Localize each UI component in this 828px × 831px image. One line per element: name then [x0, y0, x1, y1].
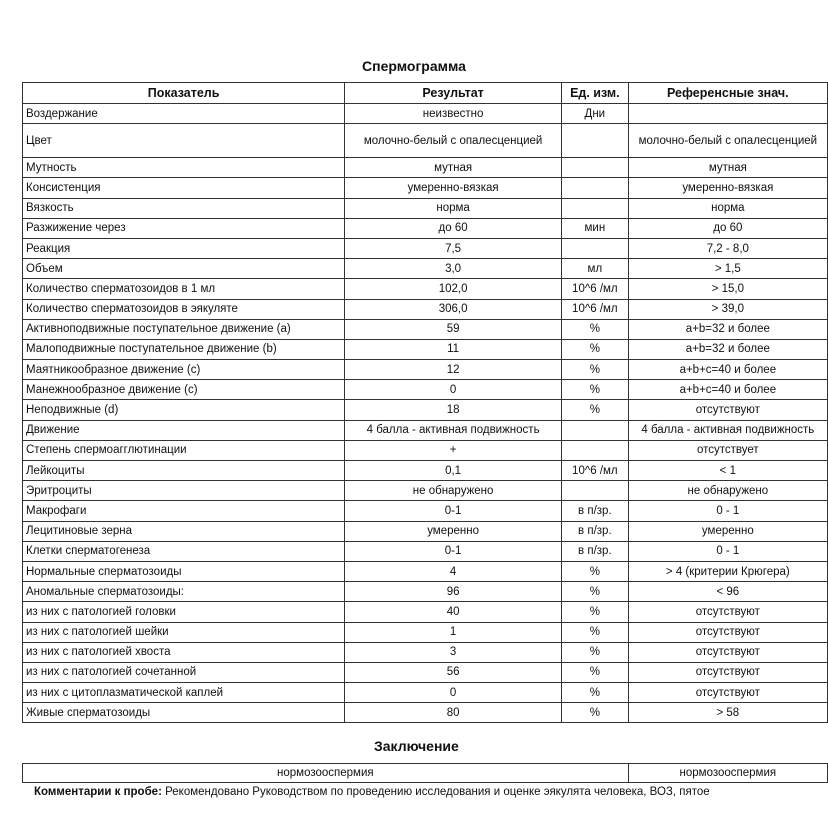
cell-reference: отсутствуют [628, 683, 827, 703]
header-unit: Ед. изм. [562, 83, 629, 104]
cell-result: 40 [345, 602, 562, 622]
table-row [23, 319, 828, 339]
table-row [23, 440, 828, 460]
cell-result: 4 балла - активная подвижность [345, 420, 562, 440]
cell-unit: в п/зр. [562, 501, 629, 521]
cell-unit [562, 178, 629, 198]
cell-reference: молочно-белый с опалесценцией [628, 124, 827, 158]
cell-parameter: Объем [23, 259, 345, 279]
comment-label: Комментарии к пробе: [34, 786, 162, 798]
cell-unit [562, 158, 629, 178]
cell-unit: в п/зр. [562, 521, 629, 541]
cell-parameter: Нормальные сперматозоиды [23, 561, 345, 581]
cell-unit: % [562, 602, 629, 622]
cell-unit: мл [562, 259, 629, 279]
cell-unit [562, 481, 629, 501]
table-row [23, 602, 828, 622]
cell-result: 59 [345, 319, 562, 339]
cell-result: 1 [345, 622, 562, 642]
cell-unit: 10^6 /мл [562, 299, 629, 319]
cell-reference: < 1 [628, 461, 827, 481]
cell-parameter: Живые сперматозоиды [23, 703, 345, 723]
cell-parameter: Клетки сперматогенеза [23, 541, 345, 561]
cell-result: 12 [345, 360, 562, 380]
cell-parameter: Лейкоциты [23, 461, 345, 481]
cell-unit [562, 124, 629, 158]
table-row [23, 642, 828, 662]
table-row [23, 299, 828, 319]
cell-result: 7,5 [345, 238, 562, 258]
table-row [23, 662, 828, 682]
table-row [23, 622, 828, 642]
cell-result: молочно-белый с опалесценцией [345, 124, 562, 158]
cell-reference: умеренно-вязкая [628, 178, 827, 198]
header-result: Результат [345, 83, 562, 104]
cell-result: 3,0 [345, 259, 562, 279]
cell-parameter: Мутность [23, 158, 345, 178]
cell-unit: % [562, 400, 629, 420]
cell-unit: 10^6 /мл [562, 279, 629, 299]
cell-result: 4 [345, 561, 562, 581]
table-row [23, 218, 828, 238]
table-header-row [23, 83, 828, 104]
cell-parameter: Количество сперматозоидов в эякуляте [23, 299, 345, 319]
cell-reference: 0 - 1 [628, 541, 827, 561]
cell-parameter: Цвет [23, 124, 345, 158]
document-title: Спермограмма [362, 58, 466, 74]
cell-result: 18 [345, 400, 562, 420]
cell-result: 96 [345, 582, 562, 602]
conclusion-result: нормозооспермия [23, 764, 629, 783]
cell-reference: норма [628, 198, 827, 218]
cell-unit: 10^6 /мл [562, 461, 629, 481]
cell-parameter: Консистенция [23, 178, 345, 198]
cell-result: 0-1 [345, 501, 562, 521]
cell-unit: в п/зр. [562, 541, 629, 561]
cell-parameter: Аномальные сперматозоиды: [23, 582, 345, 602]
cell-parameter: из них с патологией хвоста [23, 642, 345, 662]
cell-parameter: Вязкость [23, 198, 345, 218]
cell-result: + [345, 440, 562, 460]
cell-result: 102,0 [345, 279, 562, 299]
cell-parameter: Количество сперматозоидов в 1 мл [23, 279, 345, 299]
cell-reference: a+b+c=40 и более [628, 360, 827, 380]
cell-result: не обнаружено [345, 481, 562, 501]
cell-reference: a+b=32 и более [628, 339, 827, 359]
table-row [23, 178, 828, 198]
table-row [23, 582, 828, 602]
sample-comment [34, 786, 710, 798]
table-row [23, 158, 828, 178]
cell-unit: % [562, 622, 629, 642]
cell-parameter: Воздержание [23, 104, 345, 124]
conclusion-table [22, 763, 828, 783]
cell-unit: Дни [562, 104, 629, 124]
conclusion-row [23, 764, 828, 783]
table-row [23, 461, 828, 481]
cell-reference: > 15,0 [628, 279, 827, 299]
table-row [23, 124, 828, 158]
cell-parameter: Активноподвижные поступательное движение (a) [23, 319, 345, 339]
table-row [23, 541, 828, 561]
cell-parameter: из них с патологией шейки [23, 622, 345, 642]
cell-reference: отсутствуют [628, 400, 827, 420]
cell-reference: < 96 [628, 582, 827, 602]
cell-parameter: из них с патологией сочетанной [23, 662, 345, 682]
cell-result: умеренно-вязкая [345, 178, 562, 198]
cell-unit: % [562, 683, 629, 703]
cell-reference: 0 - 1 [628, 501, 827, 521]
cell-unit: % [562, 339, 629, 359]
table-row [23, 703, 828, 723]
cell-result: норма [345, 198, 562, 218]
table-row [23, 339, 828, 359]
table-row [23, 238, 828, 258]
cell-result: мутная [345, 158, 562, 178]
cell-reference: 7,2 - 8,0 [628, 238, 827, 258]
cell-unit [562, 198, 629, 218]
cell-reference: мутная [628, 158, 827, 178]
table-row [23, 380, 828, 400]
table-row [23, 279, 828, 299]
table-row [23, 521, 828, 541]
table-row [23, 501, 828, 521]
cell-unit: % [562, 561, 629, 581]
cell-parameter: Малоподвижные поступательное движение (b) [23, 339, 345, 359]
conclusion-title: Заключение [374, 738, 459, 754]
cell-unit: % [562, 642, 629, 662]
conclusion-reference: нормозооспермия [628, 764, 827, 783]
table-row [23, 683, 828, 703]
cell-result: 3 [345, 642, 562, 662]
cell-result: 56 [345, 662, 562, 682]
cell-parameter: Степень спермоагглютинации [23, 440, 345, 460]
table-row [23, 104, 828, 124]
table-row [23, 400, 828, 420]
table-row [23, 481, 828, 501]
cell-parameter: Реакция [23, 238, 345, 258]
cell-result: 80 [345, 703, 562, 723]
cell-result: 0-1 [345, 541, 562, 561]
cell-parameter: Движение [23, 420, 345, 440]
cell-parameter: Неподвижные (d) [23, 400, 345, 420]
cell-unit: % [562, 380, 629, 400]
table-row [23, 420, 828, 440]
cell-unit: % [562, 582, 629, 602]
cell-reference: не обнаружено [628, 481, 827, 501]
table-row [23, 561, 828, 581]
header-reference: Референсные знач. [628, 83, 827, 104]
cell-parameter: Маятникообразное движение (c) [23, 360, 345, 380]
cell-reference [628, 104, 827, 124]
cell-result: 306,0 [345, 299, 562, 319]
cell-parameter: Макрофаги [23, 501, 345, 521]
cell-reference: > 39,0 [628, 299, 827, 319]
header-parameter: Показатель [23, 83, 345, 104]
cell-result: до 60 [345, 218, 562, 238]
cell-reference: отсутствуют [628, 622, 827, 642]
cell-parameter: из них с патологией головки [23, 602, 345, 622]
cell-reference: отсутствуют [628, 642, 827, 662]
cell-unit: % [562, 703, 629, 723]
cell-reference: отсутствует [628, 440, 827, 460]
cell-parameter: из них с цитоплазматической каплей [23, 683, 345, 703]
cell-result: 11 [345, 339, 562, 359]
cell-reference: a+b=32 и более [628, 319, 827, 339]
cell-unit: % [562, 360, 629, 380]
table-row [23, 360, 828, 380]
results-table [22, 82, 828, 723]
cell-result: 0 [345, 380, 562, 400]
cell-reference: умеренно [628, 521, 827, 541]
table-row [23, 259, 828, 279]
cell-parameter: Лецитиновые зерна [23, 521, 345, 541]
cell-reference: > 58 [628, 703, 827, 723]
cell-parameter: Манежнообразное движение (c) [23, 380, 345, 400]
cell-parameter: Разжижение через [23, 218, 345, 238]
cell-reference: 4 балла - активная подвижность [628, 420, 827, 440]
cell-reference: до 60 [628, 218, 827, 238]
cell-reference: отсутствуют [628, 602, 827, 622]
cell-result: 0,1 [345, 461, 562, 481]
cell-unit: % [562, 319, 629, 339]
cell-result: неизвестно [345, 104, 562, 124]
cell-reference: a+b+c=40 и более [628, 380, 827, 400]
cell-unit [562, 440, 629, 460]
cell-unit [562, 238, 629, 258]
cell-reference: > 1,5 [628, 259, 827, 279]
cell-reference: отсутствуют [628, 662, 827, 682]
cell-reference: > 4 (критерии Крюгера) [628, 561, 827, 581]
cell-unit: % [562, 662, 629, 682]
comment-text: Рекомендовано Руководством по проведению исследования и оценке эякулята человека, ВОЗ, пятое [161, 786, 710, 798]
cell-parameter: Эритроциты [23, 481, 345, 501]
cell-unit: мин [562, 218, 629, 238]
cell-result: умеренно [345, 521, 562, 541]
cell-unit [562, 420, 629, 440]
cell-result: 0 [345, 683, 562, 703]
table-row [23, 198, 828, 218]
